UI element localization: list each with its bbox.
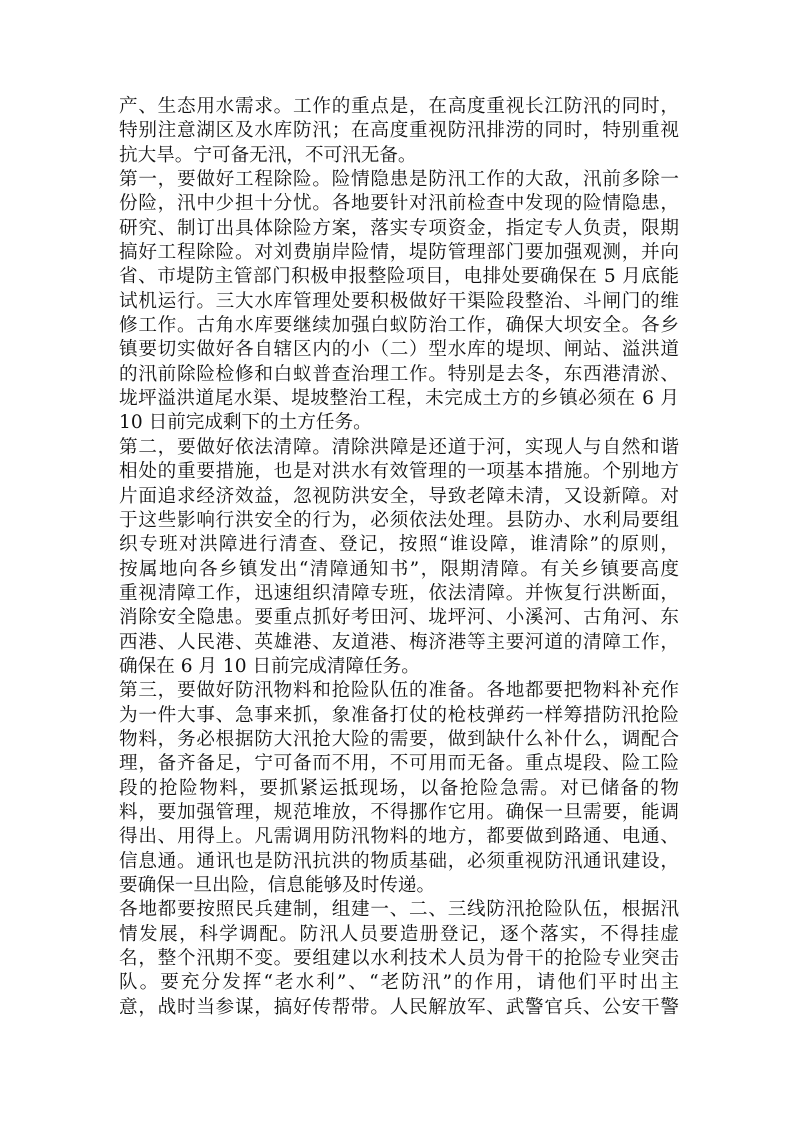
text-line: 的汛前除险检修和白蚁普查治理工作。特别是去冬，东西港清淤、: [119, 363, 679, 385]
text-line: 研究、制订出具体除险方案，落实专项资金，指定专人负责，限期: [119, 217, 679, 239]
text-line: 西港、人民港、英雄港、友道港、梅济港等主要河道的清障工作，: [119, 631, 679, 653]
text-line: 搞好工程除险。对刘费崩岸险情，堤防管理部门要加强观测，并向: [119, 242, 679, 264]
text-line: 相处的重要措施，也是对洪水有效管理的一项基本措施。个别地方: [119, 461, 679, 483]
text-line: 信息通。通讯也是防汛抗洪的物质基础，必须重视防汛通讯建设，: [119, 850, 679, 872]
text-line: 重视清障工作，迅速组织清障专班，依法清障。并恢复行洪断面，: [119, 582, 679, 604]
text-line: 修工作。古角水库要继续加强白蚁防治工作，确保大坝安全。各乡: [119, 315, 679, 337]
text-line: 10 日前完成剩下的土方任务。: [119, 412, 372, 434]
text-line: 理，备齐备足，宁可备而不用，不可用而无备。重点堤段、险工险: [119, 753, 679, 775]
text-line: 物料，务必根据防大汛抢大险的需要，做到缺什么补什么，调配合: [119, 728, 679, 750]
text-line: 名，整个汛期不变。要组建以水利技术人员为骨干的抢险专业突击: [119, 948, 679, 970]
text-line: 特别注意湖区及水库防汛；在高度重视防汛排涝的同时，特别重视: [119, 120, 679, 142]
text-line: 垅坪溢洪道尾水渠、堤坡整治工程，未完成土方的乡镇必须在 6 月: [119, 388, 679, 410]
text-line: 为一件大事、急事来抓，象准备打仗的枪枝弹药一样筹措防汛抢险: [119, 704, 679, 726]
text-line: 抗大旱。宁可备无汛，不可汛无备。: [119, 144, 417, 166]
text-line: 确保在 6 月 10 日前完成清障任务。: [119, 655, 420, 677]
text-line: 第一，要做好工程除险。险情隐患是防汛工作的大敌，汛前多除一: [119, 169, 679, 191]
text-line: 按属地向各乡镇发出“清障通知书”，限期清障。有关乡镇要高度: [119, 558, 679, 580]
text-line: 试机运行。三大水库管理处要积极做好干渠险段整治、斗闸门的维: [119, 290, 679, 312]
text-line: 各地都要按照民兵建制，组建一、二、三线防汛抢险队伍，根据汛: [119, 899, 679, 921]
text-line: 份险，汛中少担十分忧。各地要针对汛前检查中发现的险情隐患，: [119, 193, 679, 215]
text-line: 队。要充分发挥“老水利”、“老防汛”的作用，请他们平时出主: [119, 972, 679, 994]
text-line: 省、市堤防主管部门积极申报整险项目，电排处要确保在 5 月底能: [119, 266, 679, 288]
text-line: 段的抢险物料，要抓紧运抵现场，以备抢险急需。对已储备的物: [119, 777, 679, 799]
text-line: 得出、用得上。凡需调用防汛物料的地方，都要做到路通、电通、: [119, 826, 679, 848]
text-line: 意，战时当参谋，搞好传帮带。人民解放军、武警官兵、公安干警: [119, 996, 679, 1018]
text-line: 片面追求经济效益，忽视防洪安全，导致老障未清，又设新障。对: [119, 485, 679, 507]
text-line: 第三，要做好防汛物料和抢险队伍的准备。各地都要把物料补充作: [119, 680, 679, 702]
text-line: 产、生态用水需求。工作的重点是，在高度重视长江防汛的同时，: [119, 96, 679, 117]
text-line: 料，要加强管理，规范堆放，不得挪作它用。确保一旦需要，能调: [119, 801, 679, 823]
text-line: 织专班对洪障进行清查、登记，按照“谁设障，谁清除”的原则，: [119, 534, 679, 556]
text-line: 于这些影响行洪安全的行为，必须依法处理。县防办、水利局要组: [119, 509, 679, 531]
body-text: [119, 95, 679, 1020]
text-line: 消除安全隐患。要重点抓好考田河、垅坪河、小溪河、古角河、东: [119, 607, 679, 629]
text-line: 镇要切实做好各自辖区内的小（二）型水库的堤坝、闸站、溢洪道: [119, 339, 679, 361]
text-line: 第二，要做好依法清障。清除洪障是还道于河，实现人与自然和谐: [119, 436, 679, 458]
text-line: 要确保一旦出险，信息能够及时传递。: [119, 875, 436, 896]
text-line: 情发展，科学调配。防汛人员要造册登记，逐个落实，不得挂虚: [119, 923, 679, 945]
